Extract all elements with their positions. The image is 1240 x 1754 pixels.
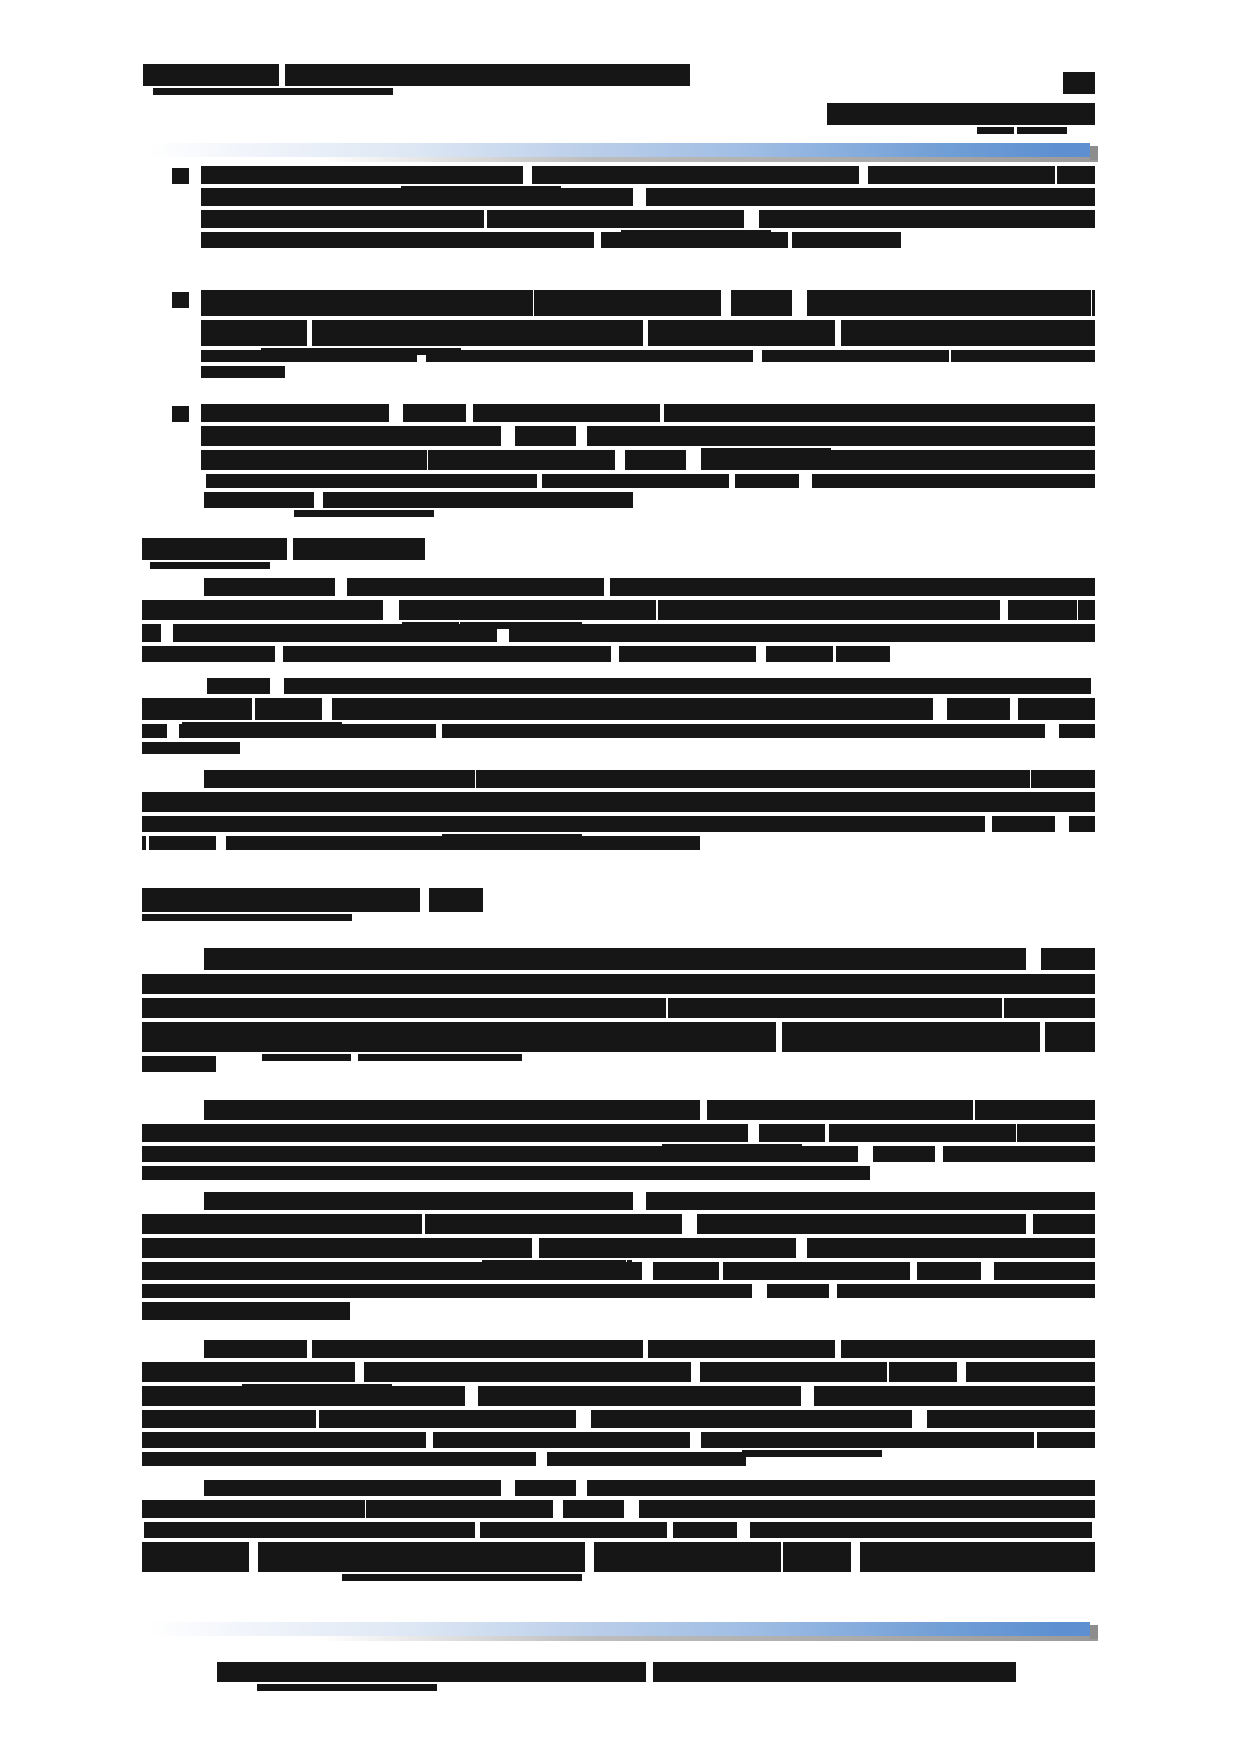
redacted-text-line xyxy=(142,1166,870,1180)
paragraph-4 xyxy=(142,948,1095,1072)
paragraph-7 xyxy=(142,1340,1095,1466)
redacted-text-line xyxy=(142,1302,350,1320)
redacted-text-line xyxy=(201,166,1095,184)
list-item-marker xyxy=(172,168,189,184)
redacted-text-line xyxy=(142,888,483,912)
list-item-c xyxy=(142,404,1095,508)
redacted-text-line xyxy=(142,698,1095,720)
redacted-text-line xyxy=(142,1362,1095,1382)
footer-rule-bar xyxy=(148,1622,1090,1636)
redacted-text-line xyxy=(201,350,1095,362)
redacted-text-line xyxy=(142,1500,1095,1518)
redacted-text-line xyxy=(142,1522,1095,1538)
redacted-text-line xyxy=(201,188,1095,206)
paragraph-5 xyxy=(142,1100,1095,1180)
redacted-text-line xyxy=(204,1340,1095,1358)
redacted-text-line xyxy=(142,1410,1095,1428)
redacted-text-line xyxy=(201,210,1095,228)
redacted-text-line xyxy=(201,320,1095,346)
redacted-text-line xyxy=(142,1124,1095,1142)
redacted-text-line xyxy=(142,1542,1095,1572)
redacted-text-line xyxy=(204,678,1095,694)
redacted-text-line xyxy=(201,450,1095,470)
footer-line-redacted xyxy=(217,1662,1016,1682)
redacted-text-line xyxy=(142,1262,1095,1280)
redacted-text-line xyxy=(201,404,1095,422)
redacted-text-line xyxy=(142,1238,1095,1258)
redacted-text-line xyxy=(142,1386,1095,1406)
redacted-text-line xyxy=(142,742,240,754)
section-heading-2 xyxy=(142,888,1095,912)
redacted-text-line xyxy=(142,1056,216,1072)
redacted-text-line xyxy=(142,624,1095,642)
redacted-text-line xyxy=(204,1100,1095,1120)
redacted-text-line xyxy=(201,426,1095,446)
redacted-text-line xyxy=(204,1192,1095,1210)
redacted-text-line xyxy=(204,578,1095,596)
section-heading-1 xyxy=(142,538,1095,560)
redacted-text-line xyxy=(201,366,285,378)
redacted-text-line xyxy=(204,1480,1095,1496)
redacted-text-line xyxy=(142,538,425,560)
redacted-text-line xyxy=(142,1284,1095,1298)
list-item-b xyxy=(142,290,1095,378)
paragraph-2 xyxy=(142,678,1095,754)
redacted-text-line xyxy=(204,770,1095,788)
paragraph-3 xyxy=(142,770,1095,850)
redacted-text-line xyxy=(204,948,1095,970)
paragraph-1 xyxy=(142,578,1095,662)
redacted-text-line xyxy=(142,792,1095,812)
redacted-text-line xyxy=(142,998,1095,1018)
redacted-text-line xyxy=(204,492,633,508)
body-column xyxy=(142,0,1095,1576)
redacted-text-line xyxy=(201,232,901,248)
redacted-text-line xyxy=(142,1452,746,1466)
redacted-text-line xyxy=(142,1146,1095,1162)
redacted-text-line xyxy=(142,836,700,850)
list-item-marker xyxy=(172,292,189,308)
paragraph-6 xyxy=(142,1192,1095,1320)
list-item-a xyxy=(142,166,1095,248)
redacted-text-line xyxy=(142,600,1095,620)
paragraph-8 xyxy=(142,1480,1095,1572)
redacted-text-line xyxy=(142,646,890,662)
redacted-text-line xyxy=(142,1022,1095,1052)
redacted-text-line xyxy=(142,1214,1095,1234)
redacted-text-line xyxy=(201,474,1095,488)
redacted-text-line xyxy=(201,290,1095,316)
redacted-text-line xyxy=(142,724,1095,738)
redacted-text-line xyxy=(142,1432,1095,1448)
list-item-marker xyxy=(172,406,189,422)
redacted-text-line xyxy=(142,816,1095,832)
redacted-text-line xyxy=(142,974,1095,994)
